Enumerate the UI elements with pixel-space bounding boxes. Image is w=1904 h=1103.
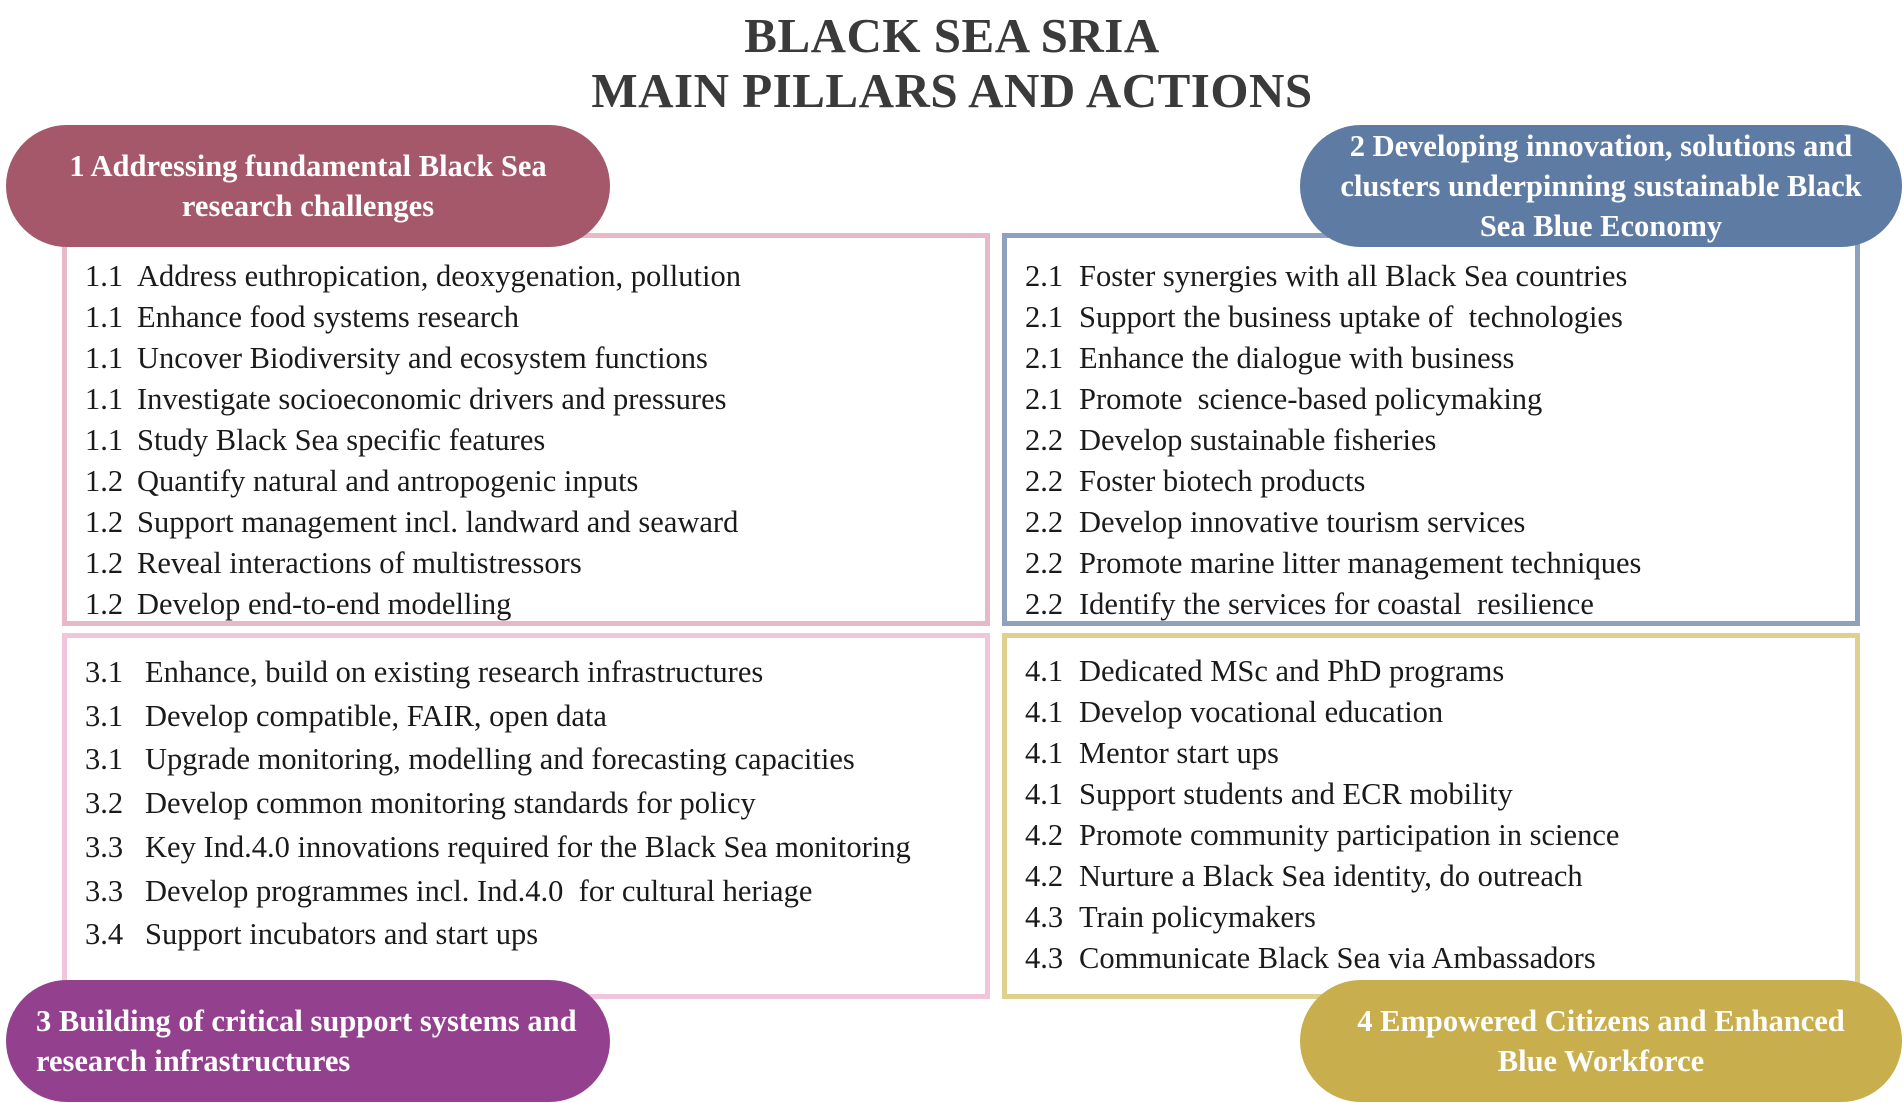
pillar-3-panel [62, 633, 990, 999]
action-item [1025, 815, 1851, 856]
action-item [85, 502, 981, 543]
action-text: Identify the services for coastal resilience [1079, 587, 1594, 621]
action-text: Uncover Biodiversity and ecosystem functions [137, 341, 708, 375]
action-number: 4.1 [1025, 736, 1064, 770]
action-item [1025, 543, 1851, 584]
pillar-3-label: 3 Building of critical support systems and research infrastructures [6, 980, 610, 1102]
action-number: 1.1 [85, 341, 124, 375]
action-text: Mentor start ups [1079, 736, 1279, 770]
action-item [1025, 692, 1851, 733]
action-number: 2.1 [1025, 259, 1064, 293]
action-text: Promote science-based policymaking [1079, 382, 1543, 416]
action-item [85, 913, 981, 957]
pillar-2-panel [1002, 233, 1860, 626]
action-number: 4.1 [1025, 695, 1064, 729]
action-text: Support the business uptake of technologies [1079, 300, 1623, 334]
action-item [1025, 502, 1851, 543]
action-number: 3.4 [85, 917, 124, 952]
action-number: 4.3 [1025, 900, 1064, 934]
action-text: Address euthropication, deoxygenation, pollution [137, 259, 741, 293]
action-number: 1.2 [85, 587, 124, 621]
action-number: 1.1 [85, 382, 124, 416]
action-text: Support management incl. landward and seaward [137, 505, 739, 539]
action-item [1025, 856, 1851, 897]
action-text: Develop vocational education [1079, 695, 1444, 729]
action-item [1025, 297, 1851, 338]
action-text: Quantify natural and antropogenic inputs [137, 464, 639, 498]
action-item [85, 738, 981, 782]
action-item [85, 338, 981, 379]
action-text: Foster synergies with all Black Sea countries [1079, 259, 1628, 293]
action-item [85, 379, 981, 420]
action-item [85, 420, 981, 461]
action-text: Develop end-to-end modelling [137, 587, 512, 621]
action-number: 2.2 [1025, 546, 1064, 580]
action-text: Dedicated MSc and PhD programs [1079, 654, 1505, 688]
action-text: Develop innovative tourism services [1079, 505, 1526, 539]
action-item [1025, 379, 1851, 420]
action-number: 2.1 [1025, 300, 1064, 334]
action-item [85, 651, 981, 695]
pillar-2-label: 2 Developing innovation, solutions and clusters underpinning sustainable Black Sea Blue Economy [1300, 125, 1902, 247]
action-item [85, 297, 981, 338]
action-number: 3.1 [85, 655, 124, 689]
action-number: 2.1 [1025, 382, 1064, 416]
action-number: 2.1 [1025, 341, 1064, 375]
action-text: Nurture a Black Sea identity, do outreach [1079, 859, 1583, 893]
action-text: Develop programmes incl. Ind.4.0 for cultural heriage [145, 873, 813, 908]
action-text: Promote marine litter management techniques [1079, 546, 1642, 580]
action-text: Upgrade monitoring, modelling and forecasting capacities [145, 742, 855, 777]
action-item [85, 870, 981, 914]
action-text: Study Black Sea specific features [137, 423, 546, 457]
action-text: Develop sustainable fisheries [1079, 423, 1437, 457]
action-item [85, 695, 981, 739]
title-line-1: BLACK SEA SRIA [744, 8, 1160, 63]
pillar-2-actions [1025, 256, 1851, 625]
action-number: 2.2 [1025, 423, 1064, 457]
pillar-1-panel [62, 233, 990, 626]
action-text: Communicate Black Sea via Ambassadors [1079, 941, 1596, 975]
action-text: Support students and ECR mobility [1079, 777, 1513, 811]
action-number: 1.1 [85, 423, 124, 457]
action-text: Foster biotech products [1079, 464, 1366, 498]
pillar-4-label: 4 Empowered Citizens and Enhanced Blue Workforce [1300, 980, 1902, 1102]
action-item [85, 826, 981, 870]
action-number: 4.2 [1025, 818, 1064, 852]
action-number: 4.1 [1025, 777, 1064, 811]
action-text: Reveal interactions of multistressors [137, 546, 582, 580]
action-number: 1.2 [85, 546, 124, 580]
action-number: 3.3 [85, 873, 124, 908]
action-item [85, 584, 981, 625]
action-text: Enhance the dialogue with business [1079, 341, 1515, 375]
action-number: 1.1 [85, 300, 124, 334]
action-item [1025, 256, 1851, 297]
action-number: 1.2 [85, 464, 124, 498]
action-text: Enhance food systems research [137, 300, 519, 334]
action-number: 3.1 [85, 742, 124, 777]
action-item [1025, 774, 1851, 815]
action-item [1025, 461, 1851, 502]
action-text: Develop compatible, FAIR, open data [145, 698, 607, 733]
action-item [1025, 420, 1851, 461]
action-text: Key Ind.4.0 innovations required for the Black Sea monitoring [145, 829, 911, 864]
action-number: 4.1 [1025, 654, 1064, 688]
action-text: Promote community participation in science [1079, 818, 1620, 852]
action-text: Develop common monitoring standards for policy [145, 786, 756, 821]
action-text: Train policymakers [1079, 900, 1316, 934]
action-number: 2.2 [1025, 587, 1064, 621]
action-number: 2.2 [1025, 464, 1064, 498]
action-item [1025, 733, 1851, 774]
action-number: 1.2 [85, 505, 124, 539]
action-text: Investigate socioeconomic drivers and pressures [137, 382, 727, 416]
action-item [85, 782, 981, 826]
pillar-1-label: 1 Addressing fundamental Black Sea research challenges [6, 125, 610, 247]
action-number: 3.3 [85, 829, 124, 864]
action-number: 1.1 [85, 259, 124, 293]
action-item [1025, 338, 1851, 379]
action-item [1025, 651, 1851, 692]
action-item [85, 461, 981, 502]
pillar-1-actions [85, 256, 981, 625]
pillar-3-actions [85, 651, 981, 957]
action-text: Support incubators and start ups [145, 917, 539, 952]
pillar-4-panel [1002, 633, 1860, 999]
action-item [1025, 897, 1851, 938]
pillar-4-actions [1025, 651, 1851, 979]
action-number: 3.1 [85, 698, 124, 733]
action-number: 4.3 [1025, 941, 1064, 975]
action-number: 4.2 [1025, 859, 1064, 893]
action-item [85, 543, 981, 584]
action-item [1025, 938, 1851, 979]
action-number: 2.2 [1025, 505, 1064, 539]
action-text: Enhance, build on existing research infrastructures [145, 655, 764, 689]
action-item [1025, 584, 1851, 625]
action-item [85, 256, 981, 297]
title-line-2: MAIN PILLARS AND ACTIONS [591, 63, 1313, 118]
diagram-title [0, 8, 1904, 118]
action-number: 3.2 [85, 786, 124, 821]
